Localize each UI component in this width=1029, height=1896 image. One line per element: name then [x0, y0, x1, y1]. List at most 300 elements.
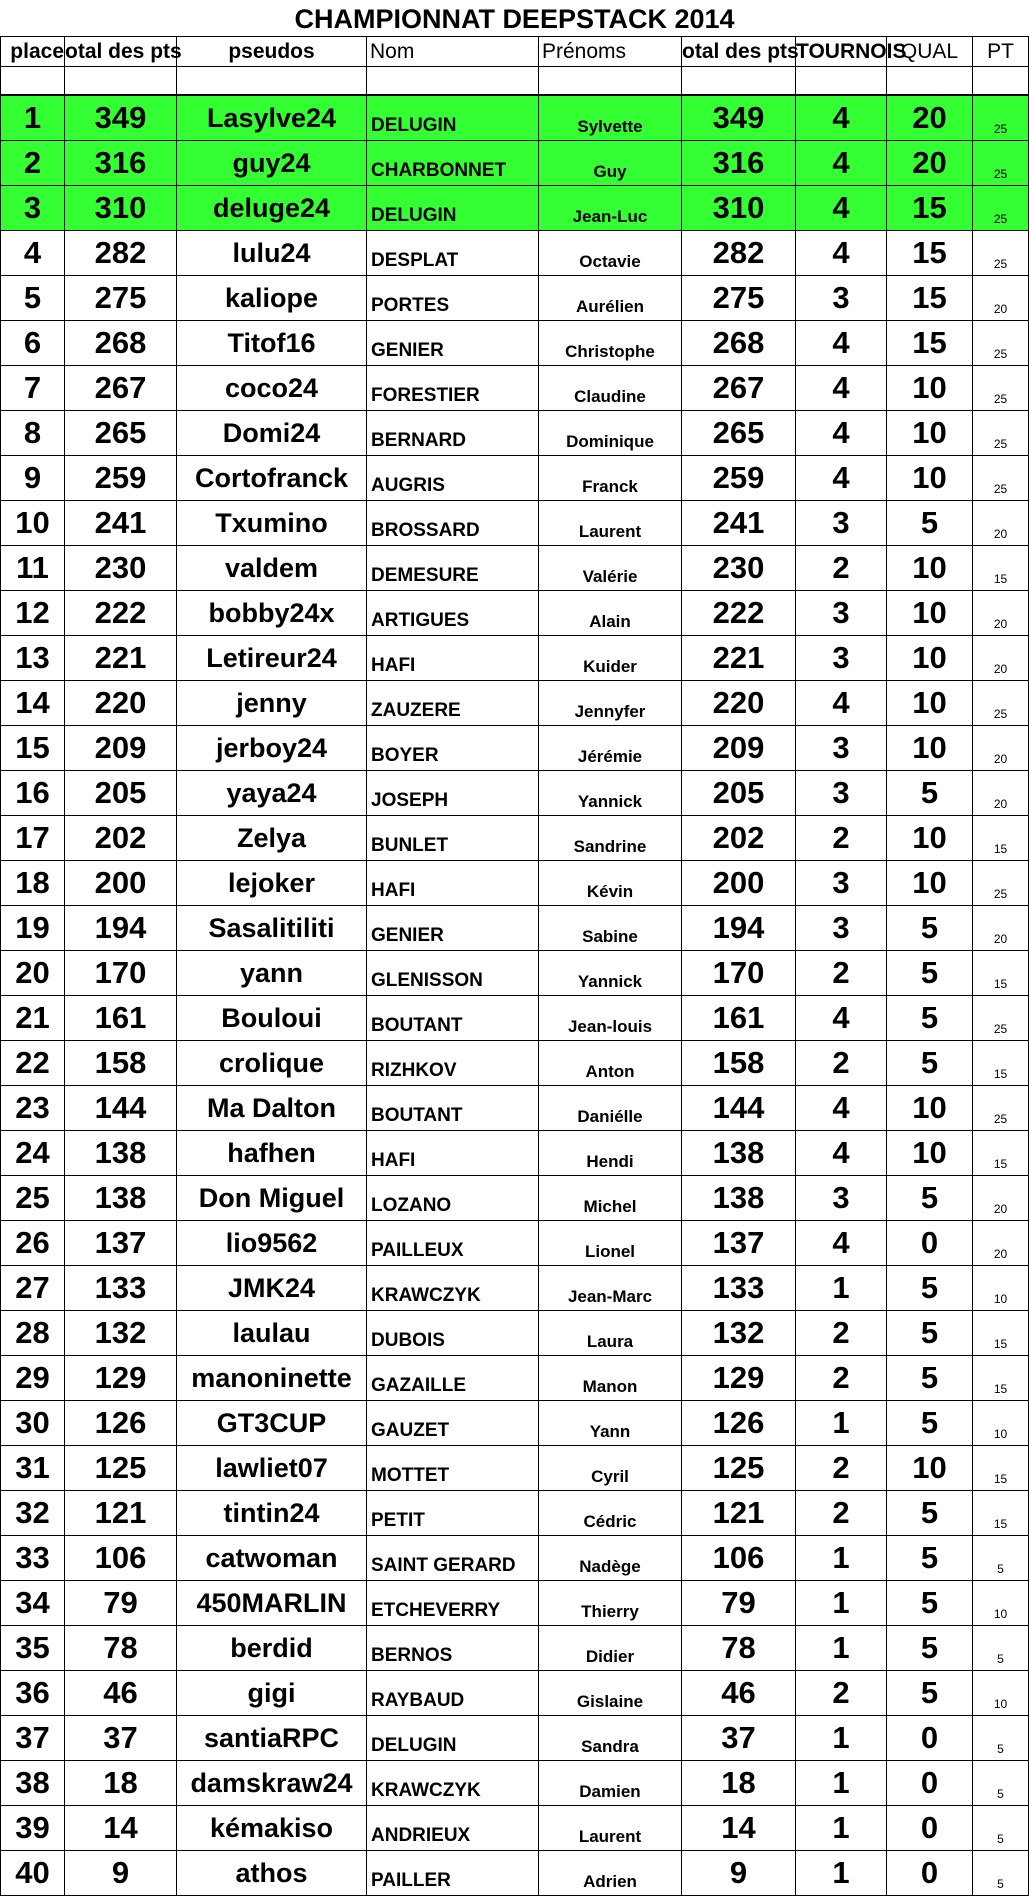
pseudo-cell[interactable]: coco24	[177, 366, 367, 411]
tournois-cell[interactable]: 1	[796, 1851, 887, 1896]
total-2-cell[interactable]: 37	[682, 1716, 796, 1761]
nom-cell[interactable]: BOYER	[367, 726, 539, 771]
tournois-cell[interactable]: 4	[796, 456, 887, 501]
place-cell[interactable]: 28	[1, 1311, 65, 1356]
nom-cell[interactable]: GLENISSON	[367, 951, 539, 996]
place-cell[interactable]: 11	[1, 546, 65, 591]
total-2-cell[interactable]: 259	[682, 456, 796, 501]
tournois-cell[interactable]: 4	[796, 366, 887, 411]
pseudo-cell[interactable]: Ma Dalton	[177, 1086, 367, 1131]
pt-cell[interactable]: 15	[973, 1311, 1029, 1356]
total-2-cell[interactable]: 106	[682, 1536, 796, 1581]
qual-cell[interactable]: 10	[887, 411, 973, 456]
prenom-cell[interactable]: Thierry	[539, 1581, 682, 1626]
pt-cell[interactable]: 25	[973, 141, 1029, 186]
prenom-cell[interactable]: Sandrine	[539, 816, 682, 861]
total-2-cell[interactable]: 79	[682, 1581, 796, 1626]
place-cell[interactable]: 7	[1, 366, 65, 411]
total-cell[interactable]: 200	[65, 861, 177, 906]
pt-cell[interactable]: 10	[973, 1401, 1029, 1446]
place-cell[interactable]: 17	[1, 816, 65, 861]
header-place[interactable]: place	[1, 37, 65, 67]
pseudo-cell[interactable]: yann	[177, 951, 367, 996]
total-cell[interactable]: 209	[65, 726, 177, 771]
pt-cell[interactable]: 20	[973, 591, 1029, 636]
qual-cell[interactable]: 5	[887, 771, 973, 816]
pseudo-cell[interactable]: damskraw24	[177, 1761, 367, 1806]
qual-cell[interactable]: 10	[887, 1446, 973, 1491]
blank-cell[interactable]	[973, 67, 1029, 96]
nom-cell[interactable]: GAUZET	[367, 1401, 539, 1446]
total-2-cell[interactable]: 18	[682, 1761, 796, 1806]
place-cell[interactable]: 24	[1, 1131, 65, 1176]
qual-cell[interactable]: 0	[887, 1806, 973, 1851]
total-cell[interactable]: 14	[65, 1806, 177, 1851]
pseudo-cell[interactable]: JMK24	[177, 1266, 367, 1311]
total-cell[interactable]: 138	[65, 1131, 177, 1176]
header-pt[interactable]: PT	[973, 37, 1029, 67]
total-cell[interactable]: 268	[65, 321, 177, 366]
pseudo-cell[interactable]: Domi24	[177, 411, 367, 456]
place-cell[interactable]: 6	[1, 321, 65, 366]
total-cell[interactable]: 158	[65, 1041, 177, 1086]
pseudo-cell[interactable]: lio9562	[177, 1221, 367, 1266]
qual-cell[interactable]: 15	[887, 186, 973, 231]
tournois-cell[interactable]: 4	[796, 681, 887, 726]
tournois-cell[interactable]: 4	[796, 996, 887, 1041]
prenom-cell[interactable]: Sylvette	[539, 95, 682, 141]
place-cell[interactable]: 16	[1, 771, 65, 816]
nom-cell[interactable]: KRAWCZYK	[367, 1761, 539, 1806]
total-2-cell[interactable]: 265	[682, 411, 796, 456]
total-cell[interactable]: 221	[65, 636, 177, 681]
pt-cell[interactable]: 25	[973, 95, 1029, 141]
qual-cell[interactable]: 10	[887, 861, 973, 906]
nom-cell[interactable]: DELUGIN	[367, 95, 539, 141]
qual-cell[interactable]: 5	[887, 1671, 973, 1716]
place-cell[interactable]: 35	[1, 1626, 65, 1671]
pseudo-cell[interactable]: catwoman	[177, 1536, 367, 1581]
prenom-cell[interactable]: Jérémie	[539, 726, 682, 771]
total-2-cell[interactable]: 137	[682, 1221, 796, 1266]
header-prenoms[interactable]: Prénoms	[539, 37, 682, 67]
total-2-cell[interactable]: 221	[682, 636, 796, 681]
nom-cell[interactable]: PETIT	[367, 1491, 539, 1536]
pt-cell[interactable]: 15	[973, 1446, 1029, 1491]
prenom-cell[interactable]: Alain	[539, 591, 682, 636]
place-cell[interactable]: 25	[1, 1176, 65, 1221]
total-2-cell[interactable]: 194	[682, 906, 796, 951]
qual-cell[interactable]: 5	[887, 951, 973, 996]
prenom-cell[interactable]: Yannick	[539, 771, 682, 816]
prenom-cell[interactable]: Cyril	[539, 1446, 682, 1491]
total-cell[interactable]: 310	[65, 186, 177, 231]
pseudo-cell[interactable]: valdem	[177, 546, 367, 591]
prenom-cell[interactable]: Adrien	[539, 1851, 682, 1896]
nom-cell[interactable]: DELUGIN	[367, 186, 539, 231]
pt-cell[interactable]: 10	[973, 1671, 1029, 1716]
prenom-cell[interactable]: Octavie	[539, 231, 682, 276]
header-tournois[interactable]: TOURNOIS	[796, 37, 887, 67]
place-cell[interactable]: 21	[1, 996, 65, 1041]
pt-cell[interactable]: 5	[973, 1851, 1029, 1896]
place-cell[interactable]: 40	[1, 1851, 65, 1896]
qual-cell[interactable]: 10	[887, 456, 973, 501]
pt-cell[interactable]: 5	[973, 1761, 1029, 1806]
prenom-cell[interactable]: Gislaine	[539, 1671, 682, 1716]
place-cell[interactable]: 10	[1, 501, 65, 546]
tournois-cell[interactable]: 2	[796, 1041, 887, 1086]
total-2-cell[interactable]: 125	[682, 1446, 796, 1491]
tournois-cell[interactable]: 2	[796, 1356, 887, 1401]
total-cell[interactable]: 125	[65, 1446, 177, 1491]
pseudo-cell[interactable]: GT3CUP	[177, 1401, 367, 1446]
pt-cell[interactable]: 20	[973, 276, 1029, 321]
header-total[interactable]: otal des pts	[65, 37, 177, 67]
pt-cell[interactable]: 15	[973, 816, 1029, 861]
total-cell[interactable]: 78	[65, 1626, 177, 1671]
prenom-cell[interactable]: Christophe	[539, 321, 682, 366]
total-cell[interactable]: 126	[65, 1401, 177, 1446]
nom-cell[interactable]: PORTES	[367, 276, 539, 321]
blank-cell[interactable]	[1, 67, 65, 96]
nom-cell[interactable]: ARTIGUES	[367, 591, 539, 636]
nom-cell[interactable]: GENIER	[367, 321, 539, 366]
tournois-cell[interactable]: 4	[796, 231, 887, 276]
qual-cell[interactable]: 5	[887, 1626, 973, 1671]
place-cell[interactable]: 1	[1, 95, 65, 141]
place-cell[interactable]: 32	[1, 1491, 65, 1536]
qual-cell[interactable]: 10	[887, 636, 973, 681]
nom-cell[interactable]: DESPLAT	[367, 231, 539, 276]
qual-cell[interactable]: 5	[887, 1041, 973, 1086]
nom-cell[interactable]: PAILLER	[367, 1851, 539, 1896]
total-cell[interactable]: 132	[65, 1311, 177, 1356]
pseudo-cell[interactable]: manoninette	[177, 1356, 367, 1401]
total-2-cell[interactable]: 138	[682, 1176, 796, 1221]
nom-cell[interactable]: GAZAILLE	[367, 1356, 539, 1401]
total-cell[interactable]: 79	[65, 1581, 177, 1626]
nom-cell[interactable]: HAFI	[367, 636, 539, 681]
place-cell[interactable]: 39	[1, 1806, 65, 1851]
pt-cell[interactable]: 20	[973, 636, 1029, 681]
total-2-cell[interactable]: 275	[682, 276, 796, 321]
tournois-cell[interactable]: 4	[796, 95, 887, 141]
pt-cell[interactable]: 5	[973, 1626, 1029, 1671]
nom-cell[interactable]: LOZANO	[367, 1176, 539, 1221]
place-cell[interactable]: 9	[1, 456, 65, 501]
prenom-cell[interactable]: Laurent	[539, 1806, 682, 1851]
pt-cell[interactable]: 15	[973, 951, 1029, 996]
tournois-cell[interactable]: 1	[796, 1761, 887, 1806]
qual-cell[interactable]: 15	[887, 321, 973, 366]
total-2-cell[interactable]: 268	[682, 321, 796, 366]
pt-cell[interactable]: 20	[973, 1221, 1029, 1266]
pseudo-cell[interactable]: yaya24	[177, 771, 367, 816]
place-cell[interactable]: 12	[1, 591, 65, 636]
nom-cell[interactable]: ANDRIEUX	[367, 1806, 539, 1851]
total-2-cell[interactable]: 14	[682, 1806, 796, 1851]
qual-cell[interactable]: 5	[887, 1176, 973, 1221]
place-cell[interactable]: 37	[1, 1716, 65, 1761]
tournois-cell[interactable]: 3	[796, 276, 887, 321]
pt-cell[interactable]: 20	[973, 1176, 1029, 1221]
tournois-cell[interactable]: 4	[796, 1221, 887, 1266]
pseudo-cell[interactable]: santiaRPC	[177, 1716, 367, 1761]
pt-cell[interactable]: 25	[973, 681, 1029, 726]
pt-cell[interactable]: 10	[973, 1581, 1029, 1626]
header-total-2[interactable]: otal des pts	[682, 37, 796, 67]
prenom-cell[interactable]: Guy	[539, 141, 682, 186]
prenom-cell[interactable]: Lionel	[539, 1221, 682, 1266]
qual-cell[interactable]: 10	[887, 591, 973, 636]
pseudo-cell[interactable]: guy24	[177, 141, 367, 186]
qual-cell[interactable]: 0	[887, 1851, 973, 1896]
total-cell[interactable]: 194	[65, 906, 177, 951]
pt-cell[interactable]: 20	[973, 501, 1029, 546]
pseudo-cell[interactable]: jenny	[177, 681, 367, 726]
total-2-cell[interactable]: 310	[682, 186, 796, 231]
place-cell[interactable]: 4	[1, 231, 65, 276]
total-cell[interactable]: 137	[65, 1221, 177, 1266]
pseudo-cell[interactable]: Don Miguel	[177, 1176, 367, 1221]
tournois-cell[interactable]: 2	[796, 1491, 887, 1536]
qual-cell[interactable]: 5	[887, 906, 973, 951]
nom-cell[interactable]: DEMESURE	[367, 546, 539, 591]
total-cell[interactable]: 230	[65, 546, 177, 591]
tournois-cell[interactable]: 3	[796, 771, 887, 816]
pt-cell[interactable]: 10	[973, 1266, 1029, 1311]
place-cell[interactable]: 14	[1, 681, 65, 726]
blank-cell[interactable]	[177, 67, 367, 96]
header-qual[interactable]: QUAL	[887, 37, 973, 67]
prenom-cell[interactable]: Yann	[539, 1401, 682, 1446]
total-cell[interactable]: 267	[65, 366, 177, 411]
tournois-cell[interactable]: 4	[796, 411, 887, 456]
qual-cell[interactable]: 10	[887, 366, 973, 411]
prenom-cell[interactable]: Sandra	[539, 1716, 682, 1761]
prenom-cell[interactable]: Manon	[539, 1356, 682, 1401]
qual-cell[interactable]: 5	[887, 1356, 973, 1401]
tournois-cell[interactable]: 4	[796, 321, 887, 366]
pt-cell[interactable]: 15	[973, 546, 1029, 591]
total-cell[interactable]: 161	[65, 996, 177, 1041]
qual-cell[interactable]: 10	[887, 1086, 973, 1131]
nom-cell[interactable]: RAYBAUD	[367, 1671, 539, 1716]
nom-cell[interactable]: AUGRIS	[367, 456, 539, 501]
place-cell[interactable]: 2	[1, 141, 65, 186]
pt-cell[interactable]: 25	[973, 411, 1029, 456]
pt-cell[interactable]: 25	[973, 366, 1029, 411]
blank-cell[interactable]	[65, 67, 177, 96]
place-cell[interactable]: 27	[1, 1266, 65, 1311]
nom-cell[interactable]: BERNOS	[367, 1626, 539, 1671]
tournois-cell[interactable]: 2	[796, 951, 887, 996]
qual-cell[interactable]: 10	[887, 816, 973, 861]
pt-cell[interactable]: 5	[973, 1716, 1029, 1761]
total-2-cell[interactable]: 205	[682, 771, 796, 816]
tournois-cell[interactable]: 1	[796, 1581, 887, 1626]
total-2-cell[interactable]: 202	[682, 816, 796, 861]
pseudo-cell[interactable]: lejoker	[177, 861, 367, 906]
prenom-cell[interactable]: Cédric	[539, 1491, 682, 1536]
place-cell[interactable]: 20	[1, 951, 65, 996]
blank-cell[interactable]	[682, 67, 796, 96]
pt-cell[interactable]: 20	[973, 771, 1029, 816]
pseudo-cell[interactable]: Cortofranck	[177, 456, 367, 501]
tournois-cell[interactable]: 1	[796, 1536, 887, 1581]
total-2-cell[interactable]: 220	[682, 681, 796, 726]
total-cell[interactable]: 241	[65, 501, 177, 546]
tournois-cell[interactable]: 4	[796, 1086, 887, 1131]
tournois-cell[interactable]: 1	[796, 1716, 887, 1761]
pt-cell[interactable]: 25	[973, 321, 1029, 366]
prenom-cell[interactable]: Didier	[539, 1626, 682, 1671]
pseudo-cell[interactable]: lulu24	[177, 231, 367, 276]
blank-cell[interactable]	[887, 67, 973, 96]
nom-cell[interactable]: BOUTANT	[367, 996, 539, 1041]
total-cell[interactable]: 259	[65, 456, 177, 501]
prenom-cell[interactable]: Hendi	[539, 1131, 682, 1176]
qual-cell[interactable]: 10	[887, 681, 973, 726]
total-cell[interactable]: 349	[65, 95, 177, 141]
nom-cell[interactable]: DUBOIS	[367, 1311, 539, 1356]
pseudo-cell[interactable]: athos	[177, 1851, 367, 1896]
tournois-cell[interactable]: 3	[796, 591, 887, 636]
header-nom[interactable]: Nom	[367, 37, 539, 67]
total-2-cell[interactable]: 282	[682, 231, 796, 276]
total-2-cell[interactable]: 209	[682, 726, 796, 771]
pt-cell[interactable]: 15	[973, 1491, 1029, 1536]
pseudo-cell[interactable]: Sasalitiliti	[177, 906, 367, 951]
qual-cell[interactable]: 15	[887, 276, 973, 321]
total-cell[interactable]: 316	[65, 141, 177, 186]
total-cell[interactable]: 18	[65, 1761, 177, 1806]
pseudo-cell[interactable]: deluge24	[177, 186, 367, 231]
place-cell[interactable]: 31	[1, 1446, 65, 1491]
prenom-cell[interactable]: Damien	[539, 1761, 682, 1806]
total-cell[interactable]: 129	[65, 1356, 177, 1401]
nom-cell[interactable]: ETCHEVERRY	[367, 1581, 539, 1626]
prenom-cell[interactable]: Jean-Marc	[539, 1266, 682, 1311]
pt-cell[interactable]: 15	[973, 1041, 1029, 1086]
place-cell[interactable]: 29	[1, 1356, 65, 1401]
nom-cell[interactable]: HAFI	[367, 861, 539, 906]
total-2-cell[interactable]: 46	[682, 1671, 796, 1716]
total-cell[interactable]: 222	[65, 591, 177, 636]
total-cell[interactable]: 282	[65, 231, 177, 276]
total-2-cell[interactable]: 349	[682, 95, 796, 141]
nom-cell[interactable]: ZAUZERE	[367, 681, 539, 726]
qual-cell[interactable]: 0	[887, 1716, 973, 1761]
nom-cell[interactable]: PAILLEUX	[367, 1221, 539, 1266]
pseudo-cell[interactable]: Lasylve24	[177, 95, 367, 141]
prenom-cell[interactable]: Claudine	[539, 366, 682, 411]
pseudo-cell[interactable]: 450MARLIN	[177, 1581, 367, 1626]
pt-cell[interactable]: 20	[973, 726, 1029, 771]
pseudo-cell[interactable]: berdid	[177, 1626, 367, 1671]
prenom-cell[interactable]: Franck	[539, 456, 682, 501]
tournois-cell[interactable]: 3	[796, 1176, 887, 1221]
pt-cell[interactable]: 25	[973, 231, 1029, 276]
tournois-cell[interactable]: 2	[796, 816, 887, 861]
total-2-cell[interactable]: 230	[682, 546, 796, 591]
place-cell[interactable]: 22	[1, 1041, 65, 1086]
qual-cell[interactable]: 5	[887, 1491, 973, 1536]
nom-cell[interactable]: DELUGIN	[367, 1716, 539, 1761]
total-2-cell[interactable]: 158	[682, 1041, 796, 1086]
tournois-cell[interactable]: 4	[796, 1131, 887, 1176]
prenom-cell[interactable]: Laura	[539, 1311, 682, 1356]
nom-cell[interactable]: HAFI	[367, 1131, 539, 1176]
pseudo-cell[interactable]: Titof16	[177, 321, 367, 366]
prenom-cell[interactable]: Valérie	[539, 546, 682, 591]
tournois-cell[interactable]: 3	[796, 906, 887, 951]
tournois-cell[interactable]: 2	[796, 1671, 887, 1716]
pseudo-cell[interactable]: crolique	[177, 1041, 367, 1086]
total-2-cell[interactable]: 161	[682, 996, 796, 1041]
tournois-cell[interactable]: 4	[796, 186, 887, 231]
prenom-cell[interactable]: Jennyfer	[539, 681, 682, 726]
tournois-cell[interactable]: 3	[796, 726, 887, 771]
total-2-cell[interactable]: 316	[682, 141, 796, 186]
prenom-cell[interactable]: Jean-louis	[539, 996, 682, 1041]
pseudo-cell[interactable]: Zelya	[177, 816, 367, 861]
total-cell[interactable]: 220	[65, 681, 177, 726]
prenom-cell[interactable]: Kévin	[539, 861, 682, 906]
pt-cell[interactable]: 25	[973, 186, 1029, 231]
total-cell[interactable]: 106	[65, 1536, 177, 1581]
pseudo-cell[interactable]: tintin24	[177, 1491, 367, 1536]
total-cell[interactable]: 138	[65, 1176, 177, 1221]
nom-cell[interactable]: GENIER	[367, 906, 539, 951]
tournois-cell[interactable]: 1	[796, 1626, 887, 1671]
qual-cell[interactable]: 5	[887, 501, 973, 546]
place-cell[interactable]: 5	[1, 276, 65, 321]
total-2-cell[interactable]: 267	[682, 366, 796, 411]
pt-cell[interactable]: 25	[973, 456, 1029, 501]
total-2-cell[interactable]: 200	[682, 861, 796, 906]
nom-cell[interactable]: BOUTANT	[367, 1086, 539, 1131]
total-cell[interactable]: 265	[65, 411, 177, 456]
qual-cell[interactable]: 5	[887, 1581, 973, 1626]
pseudo-cell[interactable]: hafhen	[177, 1131, 367, 1176]
total-2-cell[interactable]: 170	[682, 951, 796, 996]
prenom-cell[interactable]: Aurélien	[539, 276, 682, 321]
prenom-cell[interactable]: Nadège	[539, 1536, 682, 1581]
nom-cell[interactable]: JOSEPH	[367, 771, 539, 816]
prenom-cell[interactable]: Kuider	[539, 636, 682, 681]
total-cell[interactable]: 9	[65, 1851, 177, 1896]
place-cell[interactable]: 36	[1, 1671, 65, 1716]
pseudo-cell[interactable]: kémakiso	[177, 1806, 367, 1851]
pt-cell[interactable]: 15	[973, 1131, 1029, 1176]
nom-cell[interactable]: RIZHKOV	[367, 1041, 539, 1086]
pt-cell[interactable]: 20	[973, 906, 1029, 951]
pt-cell[interactable]: 25	[973, 1086, 1029, 1131]
pt-cell[interactable]: 5	[973, 1536, 1029, 1581]
nom-cell[interactable]: BUNLET	[367, 816, 539, 861]
prenom-cell[interactable]: Yannick	[539, 951, 682, 996]
prenom-cell[interactable]: Sabine	[539, 906, 682, 951]
place-cell[interactable]: 8	[1, 411, 65, 456]
qual-cell[interactable]: 15	[887, 231, 973, 276]
total-cell[interactable]: 205	[65, 771, 177, 816]
qual-cell[interactable]: 5	[887, 996, 973, 1041]
pseudo-cell[interactable]: Letireur24	[177, 636, 367, 681]
total-2-cell[interactable]: 241	[682, 501, 796, 546]
tournois-cell[interactable]: 2	[796, 1311, 887, 1356]
